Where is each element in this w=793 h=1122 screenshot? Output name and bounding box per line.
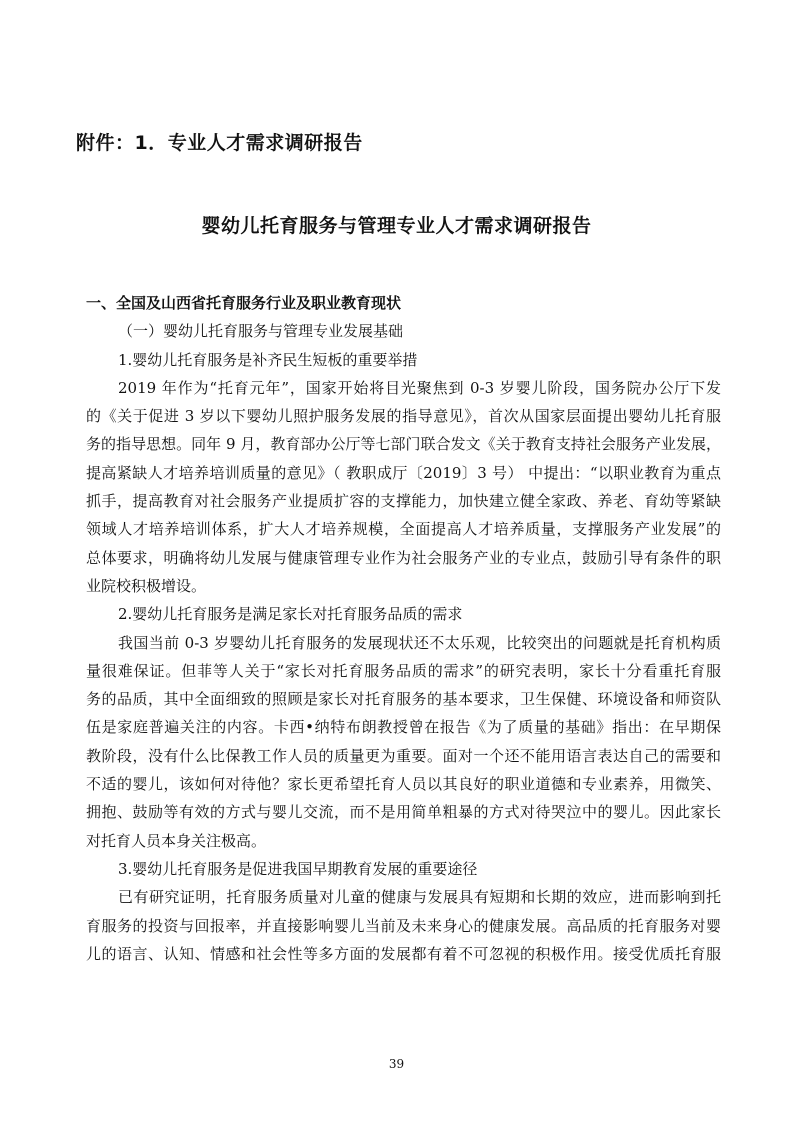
paragraph-line: 教阶段，没有什么比保教工作人员的质量更为重要。面对一个还不能用语言表达自己的需要和 [86, 746, 721, 765]
paragraph-line: 不适的婴儿，该如何对待他？家长更希望托育人员以其良好的职业道德和专业素养，用微笑、 [86, 775, 721, 794]
paragraph-line: 领域人才培养培训体系，扩大人才培养规模，全面提高人才培养质量，支撑服务产业发展”的 [86, 520, 721, 539]
document-title: 婴幼儿托育服务与管理专业人才需求调研报告 [201, 215, 592, 237]
topic-heading: 1.婴幼儿托育服务是补齐民生短板的重要举措 [118, 350, 418, 369]
paragraph-line: 的《关于促进 3 岁以下婴幼儿照护服务发展的指导意见》，首次从国家层面提出婴幼儿托育服 [86, 407, 721, 426]
paragraph-line: 育服务的投资与回报率，并直接影响婴儿当前及未来身心的健康发展。高品质的托育服务对婴 [86, 916, 721, 935]
page-number: 39 [388, 1057, 405, 1071]
paragraph-line: 已有研究证明，托育服务质量对儿童的健康与发展具有短期和长期的效应，进而影响到托 [118, 888, 721, 907]
paragraph-line: 业院校积极增设。 [86, 576, 207, 595]
paragraph-line: 儿的语言、认知、情感和社会性等多方面的发展都有着不可忽视的积极作用。接受优质托育服 [86, 944, 721, 963]
paragraph-line: 伍是家庭普遍关注的内容。卡西•纳特布朗教授曾在报告《为了质量的基础》指出：在早期保 [86, 718, 721, 737]
paragraph-line: 务的品质，其中全面细致的照顾是家长对托育服务的基本要求，卫生保健、环境设备和师资队 [86, 690, 721, 709]
paragraph-line: 提高紧缺人才培养培训质量的意见》（ 教职成厅〔2019〕3 号） 中提出：“以职业教育为重点 [86, 463, 721, 482]
topic-heading: 3.婴幼儿托育服务是促进我国早期教育发展的重要途径 [118, 859, 478, 878]
paragraph-line: 2019 年作为“托育元年”，国家开始将目光聚焦到 0-3 岁婴儿阶段，国务院办公厅下发 [118, 378, 721, 397]
paragraph-line: 我国当前 0-3 岁婴幼儿托育服务的发展现状还不太乐观，比较突出的问题就是托育机构质 [118, 633, 721, 652]
paragraph-line: 对托育人员本身关注极高。 [86, 831, 267, 850]
paragraph-line: 务的指导思想。同年 9 月，教育部办公厅等七部门联合发文《关于教育支持社会服务产业发展， [86, 435, 721, 454]
paragraph-line: 总体要求，明确将幼儿发展与健康管理专业作为社会服务产业的专业点，鼓励引导有条件的职 [86, 548, 721, 567]
subsection-heading: （一）婴幼儿托育服务与管理专业发展基础 [118, 322, 404, 341]
document-body [86, 289, 721, 968]
attachment-title: 附件：1．专业人才需求调研报告 [76, 132, 363, 154]
paragraph-line: 量很难保证。但菲等人关于“家长对托育服务品质的需求”的研究表明，家长十分看重托育服 [86, 661, 721, 680]
topic-heading: 2.婴幼儿托育服务是满足家长对托育服务品质的需求 [118, 605, 463, 624]
section-heading: 一、全国及山西省托育服务行业及职业教育现状 [86, 294, 402, 312]
paragraph-line: 拥抱、鼓励等有效的方式与婴儿交流，而不是用简单粗暴的方式对待哭泣中的婴儿。因此家长 [86, 803, 721, 822]
paragraph-line: 抓手，提高教育对社会服务产业提质扩容的支撑能力，加快建立健全家政、养老、育幼等紧缺 [86, 492, 721, 511]
